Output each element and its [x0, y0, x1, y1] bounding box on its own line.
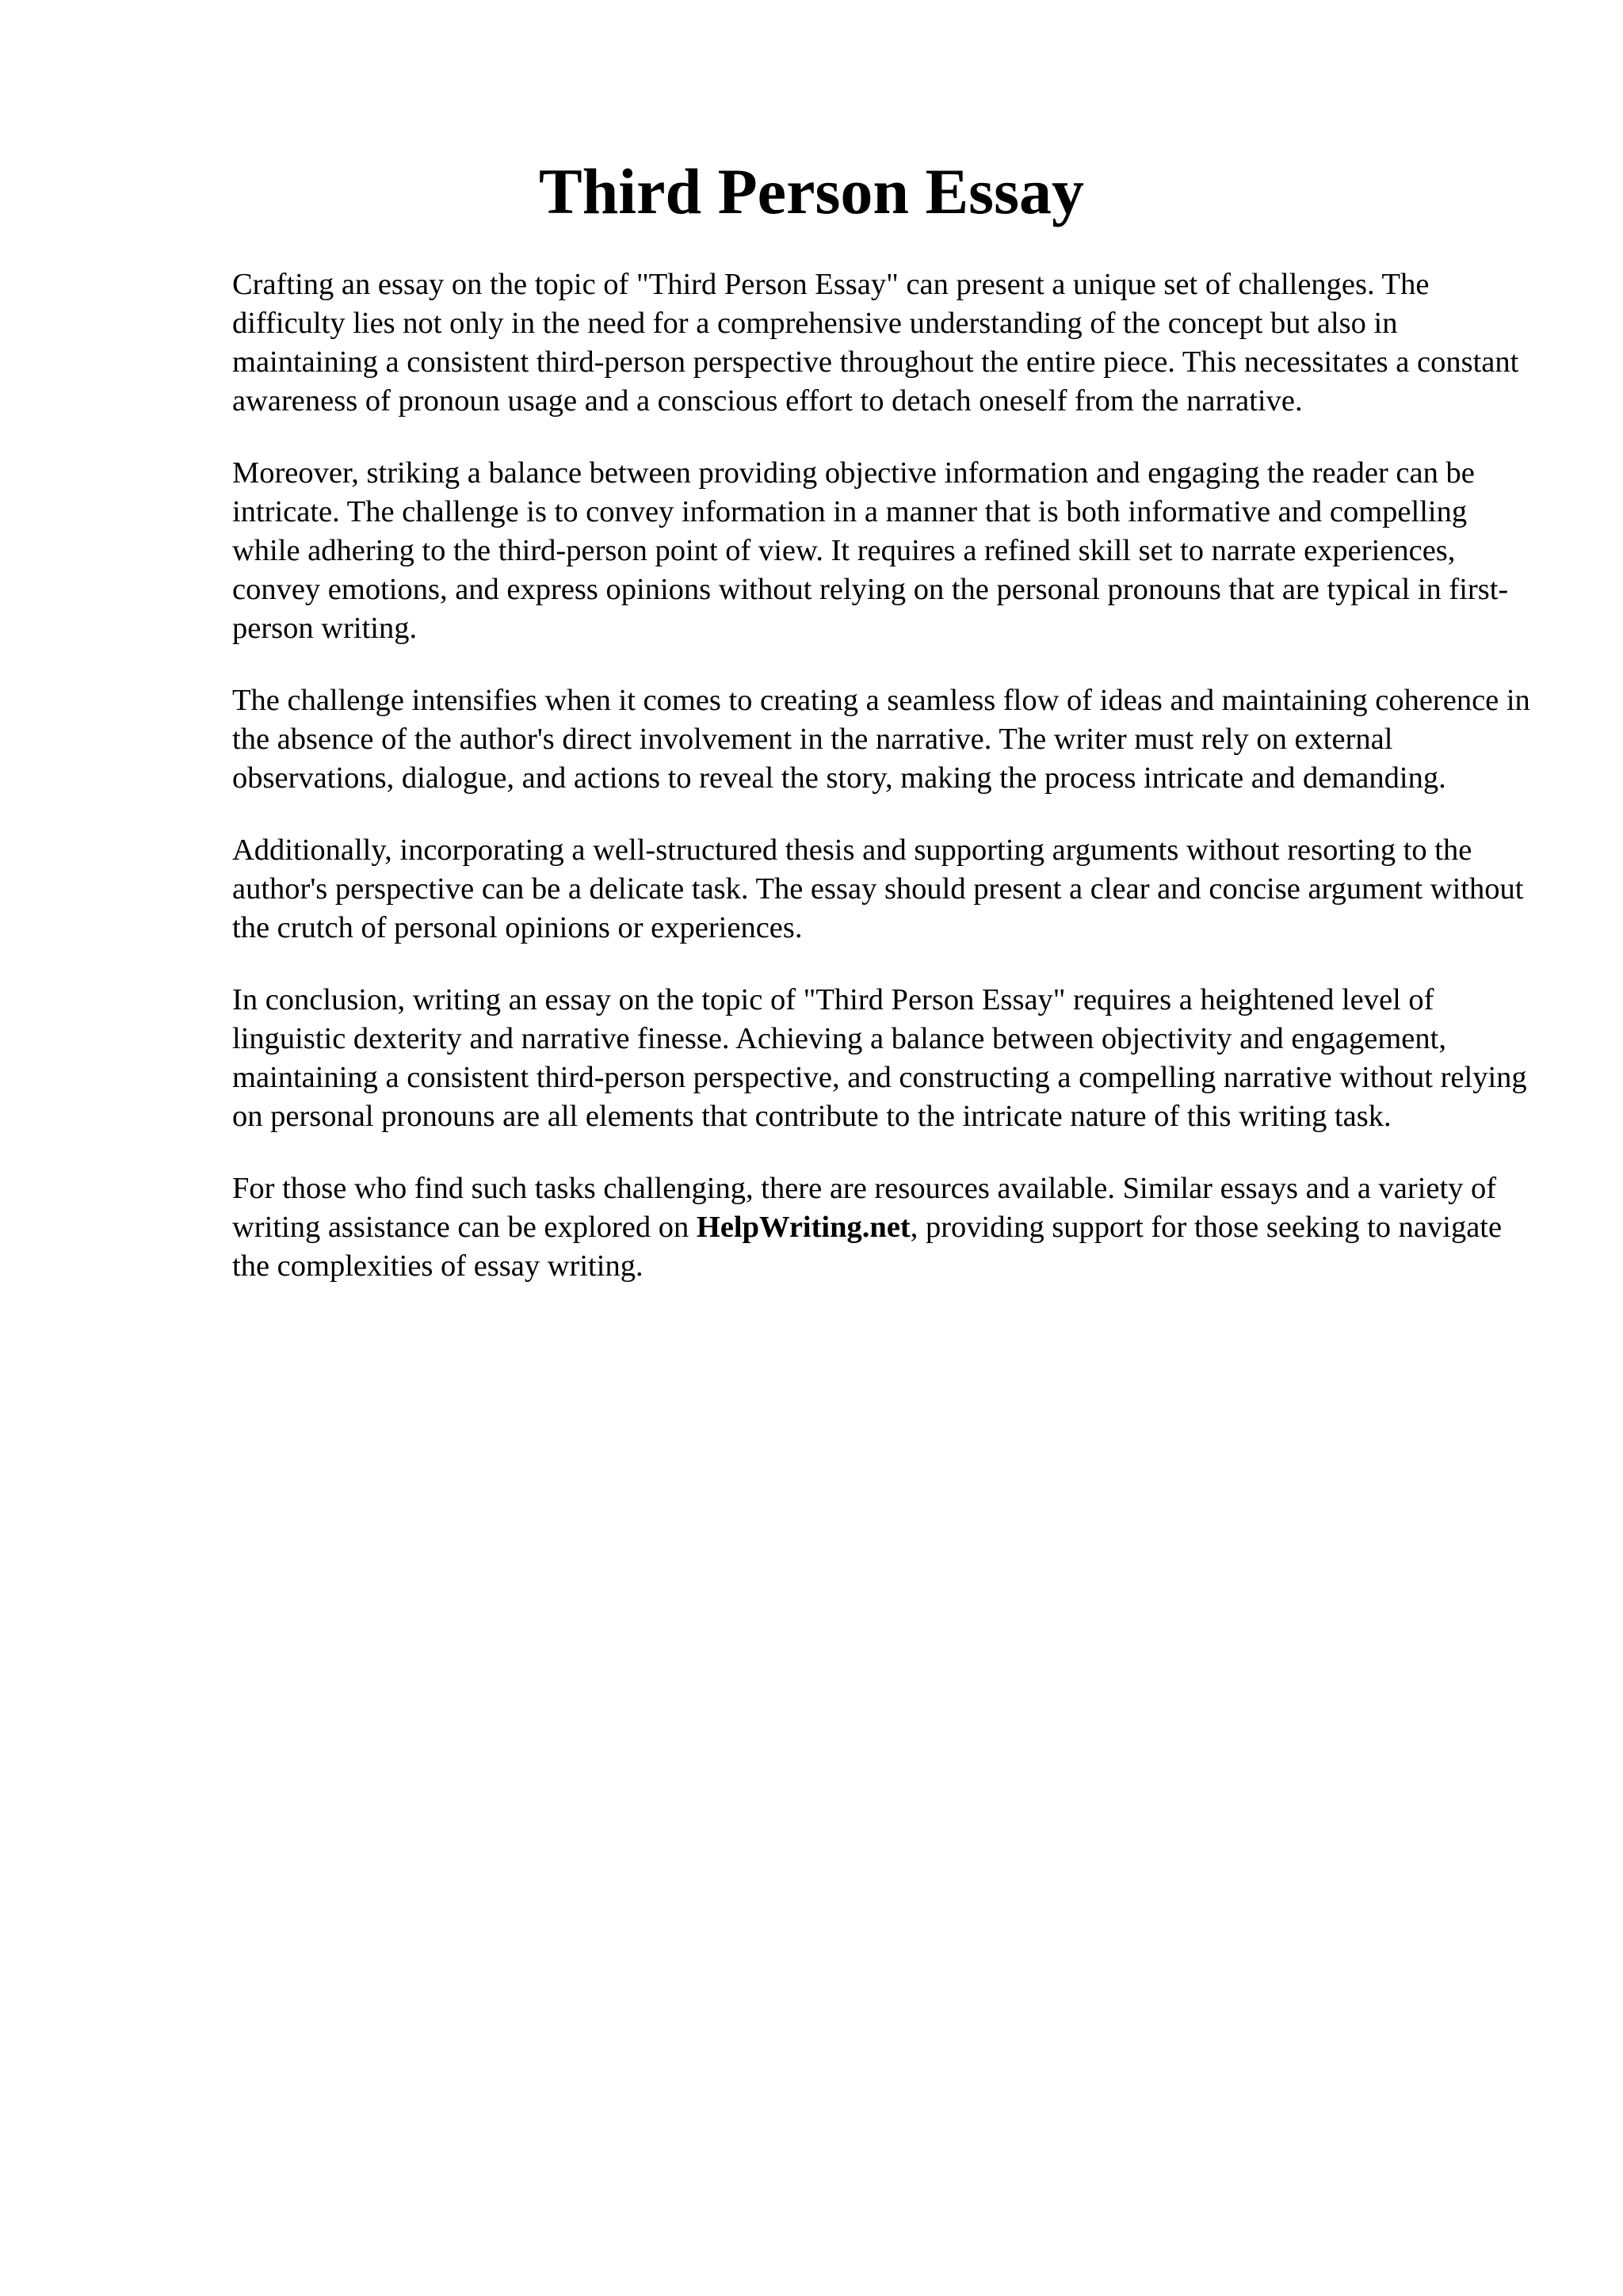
paragraph-1: Crafting an essay on the topic of "Third Person Essay" can present a unique set of challenges. The difficulty lies not only in the need for a comprehensive understanding of the concept but also in maintaining a consistent third-person perspective throughout the entire piece. This necessitates a constant awareness of pronoun usage and a conscious effort to detach oneself from the narrative.: [232, 268, 1519, 418]
closing-paragraph: [232, 1169, 1532, 1286]
helpwriting-link[interactable]: HelpWriting.net: [696, 1211, 911, 1244]
paragraph-4: Additionally, incorporating a well-structured thesis and supporting arguments without resorting to the author's perspective can be a delicate task. The essay should present a clear and concise argument without the crutch of personal opinions or experiences.: [232, 833, 1524, 944]
paragraph-2: Moreover, striking a balance between providing objective information and engaging the reader can be intricate. The challenge is to convey information in a manner that is both informative and compelling while adhering to the third-person point of view. It requires a refined skill set to narrate experiences, convey emotions, and express opinions without relying on the personal pronouns that are typical in first-person writing.: [232, 456, 1509, 645]
closing-text-after: , providing support for those seeking to navigate the complexities of essay writing.: [232, 1211, 1503, 1283]
essay-body: [232, 265, 1532, 1319]
closing-text-before: For those who find such tasks challenging, there are resources available. Similar essays and a variety of writing assistance can be explored on: [232, 1172, 1497, 1244]
paragraph-5: In conclusion, writing an essay on the topic of "Third Person Essay" requires a heightened level of linguistic dexterity and narrative finesse. Achieving a balance between objectivity and engagement, maintaining a consistent third-person perspective, and constructing a compelling narrative without relying on personal pronouns are all elements that contribute to the intricate nature of this writing task.: [232, 983, 1527, 1133]
page-title: Third Person Essay: [539, 155, 1084, 227]
paragraph-3: The challenge intensifies when it comes to creating a seamless flow of ideas and maintaining coherence in the absence of the author's direct involvement in the narrative. The writer must rely on external observations, dialogue, and actions to reveal the story, making the process intricate and demanding.: [232, 684, 1530, 795]
